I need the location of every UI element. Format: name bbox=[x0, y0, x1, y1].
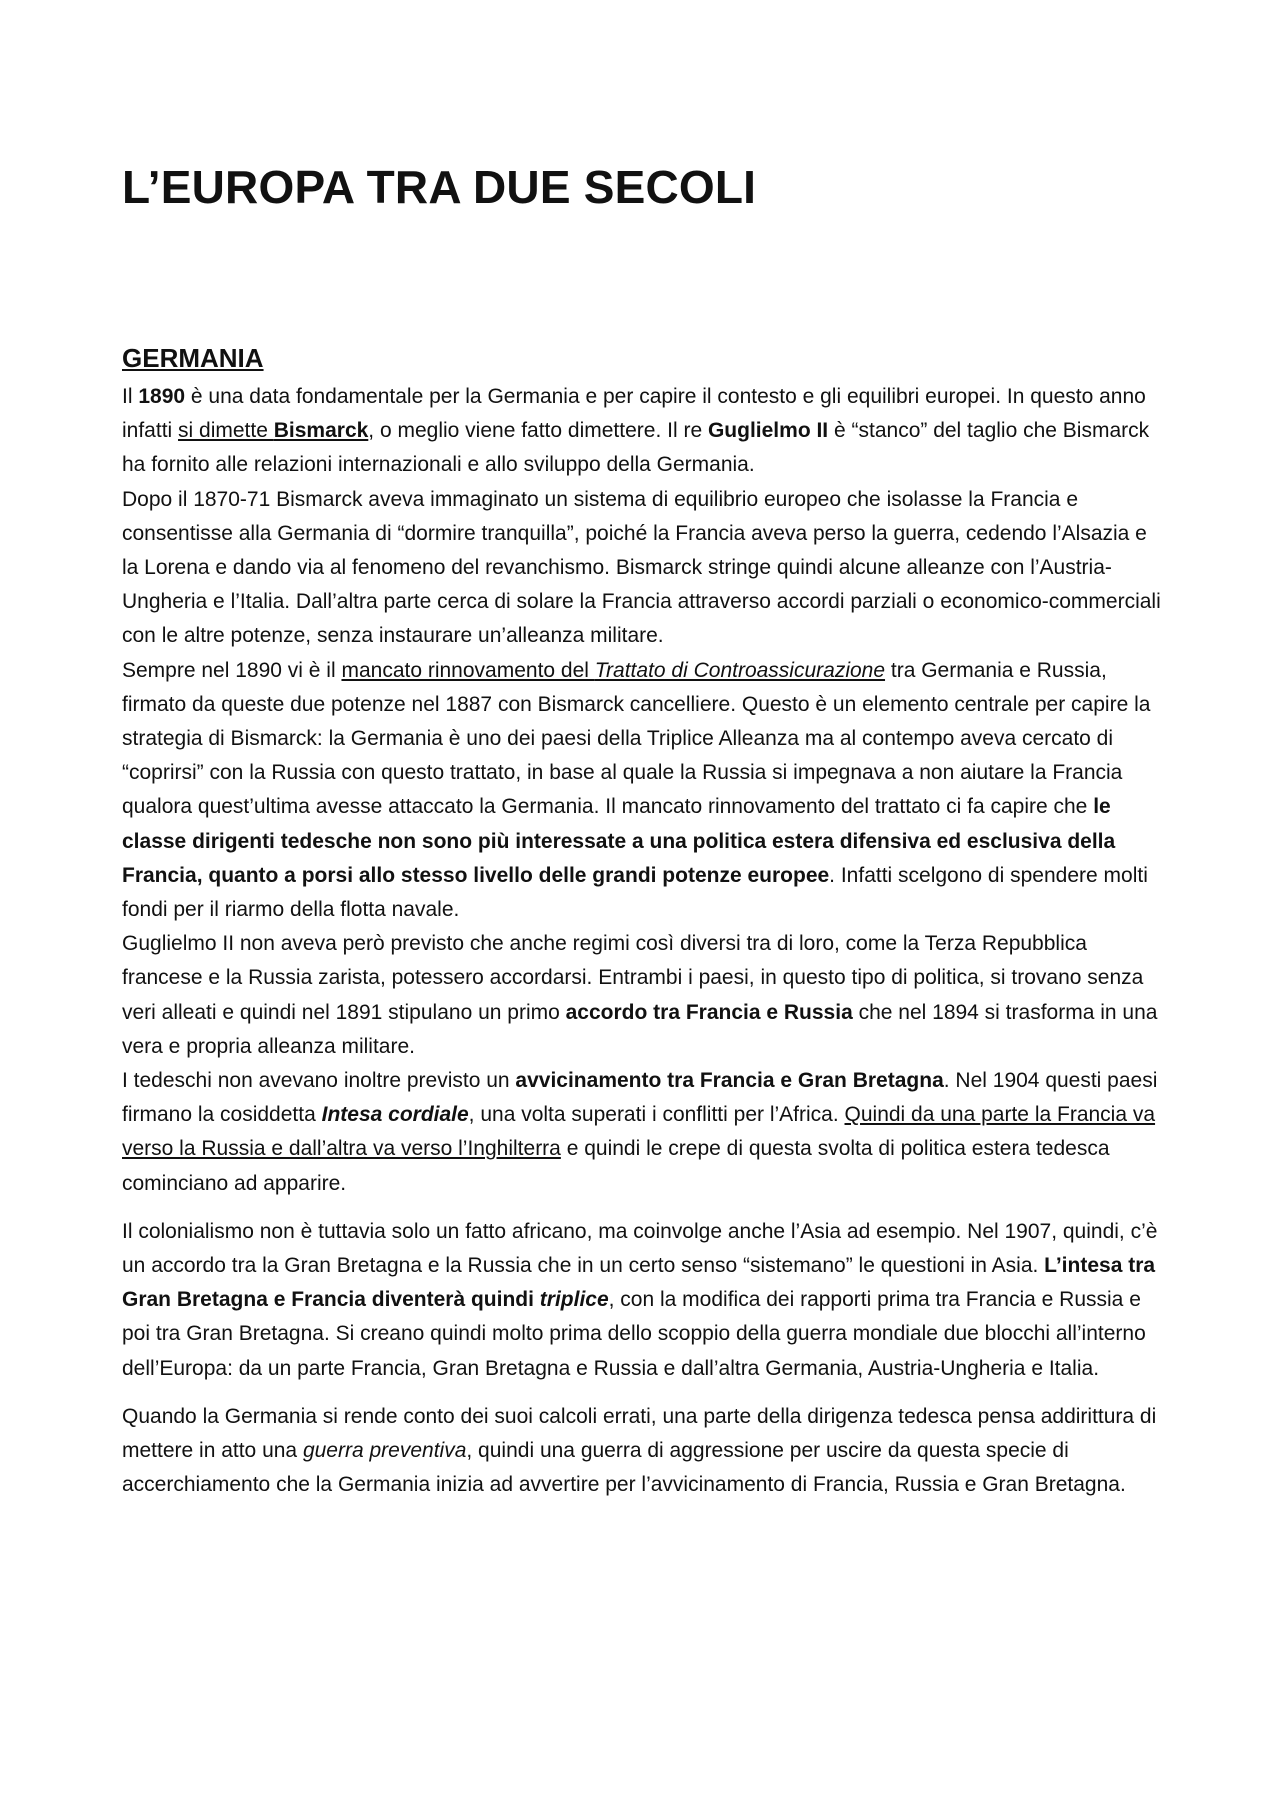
bold-italic-text bbox=[322, 1103, 469, 1126]
text-run: Sempre nel 1890 vi è il bbox=[122, 658, 342, 682]
bold-text: Guglielmo II bbox=[707, 419, 829, 443]
italic-text: Trattato di Controassicurazione bbox=[594, 658, 886, 682]
text-run: I tedeschi non avevano inoltre previsto un bbox=[122, 1069, 516, 1093]
text-run: Il bbox=[122, 385, 139, 408]
bold-text: accordo tra Francia e Russia bbox=[565, 1000, 853, 1024]
paragraph-6 bbox=[122, 1215, 1167, 1386]
text-run: tra Germania e Russia, firmato da queste due potenze nel 1887 con Bismarck cancelliere. Questo è un elemento centrale per capire la strategia di Bismarck: la Germania è uno dei paesi della Triplice Alleanza ma al contempo aveva cercato di “coprirsi” con la Russia con questo trattato, in base al quale la Russia si impegnava a non aiutare la Francia qualora quest’ultima avesse attaccato la Germania. Il mancato rinnovamento del trattato ci fa capire che bbox=[122, 658, 1151, 819]
text-run: , o meglio viene fatto dimettere. Il re bbox=[368, 419, 708, 443]
text-run: , quindi una guerra di aggressione per uscire da questa specie di accerchiamento che la Germania inizia ad avvertire per l’avvicinamento di Francia, Russia e Gran Bretagna. bbox=[122, 1439, 1126, 1497]
text-run: che nel 1894 si trasforma in una vera e propria alleanza militare. bbox=[122, 1000, 1158, 1058]
text-run: mancato rinnovamento del bbox=[341, 658, 595, 682]
italic-text: triplice bbox=[539, 1288, 609, 1312]
bold-text: avvicinamento tra Francia e Gran Bretagna bbox=[515, 1069, 944, 1093]
text-run: Quando la Germania si rende conto dei suoi calcoli errati, una parte della dirigenza tedesca pensa addirittura di mettere in atto una bbox=[122, 1404, 1157, 1463]
text-run: si dimette bbox=[178, 419, 274, 443]
paragraph-1 bbox=[122, 380, 1167, 483]
document-body bbox=[122, 380, 1167, 1503]
bold-text: 1890 bbox=[138, 385, 186, 408]
italic-text: guerra preventiva bbox=[302, 1439, 467, 1463]
text-run: e quindi le crepe di questa svolta di politica estera tedesca cominciano ad apparire. bbox=[122, 1137, 1110, 1195]
underlined-text bbox=[341, 659, 885, 682]
text-run: , con la modifica dei rapporti prima tra Francia e Russia e poi tra Gran Bretagna. Si creano quindi molto prima dello scoppio della guerra mondiale due blocchi all’interno dell’Europa: da un parte Francia, Gran Bretagna e Russia e dall’altra Germania, Austria-Ungheria e Italia. bbox=[122, 1288, 1146, 1380]
paragraph-7 bbox=[122, 1400, 1167, 1503]
text-run: Il colonialismo non è tuttavia solo un fatto africano, ma coinvolge anche l’Asia ad esempio. Nel 1907, quindi, c’è un accordo tra la Gran Bretagna e la Russia che in un certo senso “sistemano” le questioni in Asia. bbox=[122, 1219, 1158, 1278]
text-run: è una data fondamentale per la Germania e per capire il contesto e gli equilibri europei. In questo anno infatti bbox=[122, 385, 1146, 443]
text-run: è “stanco” del taglio che Bismarck ha fornito alle relazioni internazionali e allo sviluppo della Germania. bbox=[122, 419, 1150, 477]
text-run: Guglielmo II non aveva però previsto che anche regimi così diversi tra di loro, come la Terza Repubblica francese e la Russia zarista, potessero accordarsi. Entrambi i paesi, in questo tipo di politica, si trovano senza veri alleati e quindi nel 1891 stipulano un primo bbox=[122, 932, 1144, 1024]
section-heading-germania: GERMANIA bbox=[122, 343, 264, 373]
text-run: . Nel 1904 questi paesi firmano la cosiddetta bbox=[122, 1069, 1158, 1127]
italic-text: Intesa cordiale bbox=[321, 1103, 469, 1127]
text-run: . Infatti scelgono di spendere molti fondi per il riarmo della flotta navale. bbox=[122, 863, 1148, 922]
paragraph-2: Dopo il 1870-71 Bismarck aveva immaginato un sistema di equilibrio europeo che isolasse la Francia e consentisse alla Germania di “dormire tranquilla”, poiché la Francia aveva perso la guerra, cedendo l’Alsazia e la Lorena e dando via al fenomeno del revanchismo. Bismarck stringe quindi alcune alleanze con l’Austria-Ungheria e l’Italia. Dall’altra parte cerca di solare la Francia attraverso accordi parziali o economico-commerciali con le altre potenze, senza instaurare un’alleanza militare. bbox=[122, 487, 1161, 648]
bold-text: Bismarck bbox=[273, 419, 369, 443]
paragraph-3 bbox=[122, 654, 1167, 928]
text-run: L’intesa tra Gran Bretagna e Francia diventerà quindi bbox=[122, 1254, 1156, 1312]
paragraph-4 bbox=[122, 927, 1167, 1064]
document-title: L’EUROPA TRA DUE SECOLI bbox=[122, 161, 757, 213]
underlined-text bbox=[178, 419, 368, 442]
text-run: , una volta superati i conflitti per l’Africa. bbox=[468, 1103, 845, 1127]
paragraph-5 bbox=[122, 1064, 1167, 1201]
bold-text: le classe dirigenti tedesche non sono più interessate a una politica estera difensiva ed esclusiva della Francia, quanto a porsi allo stesso livello delle grandi potenze europee bbox=[122, 795, 1116, 887]
underlined-text: Quindi da una parte la Francia va verso la Russia e dall’altra va verso l’Inghilterra bbox=[122, 1103, 1156, 1161]
